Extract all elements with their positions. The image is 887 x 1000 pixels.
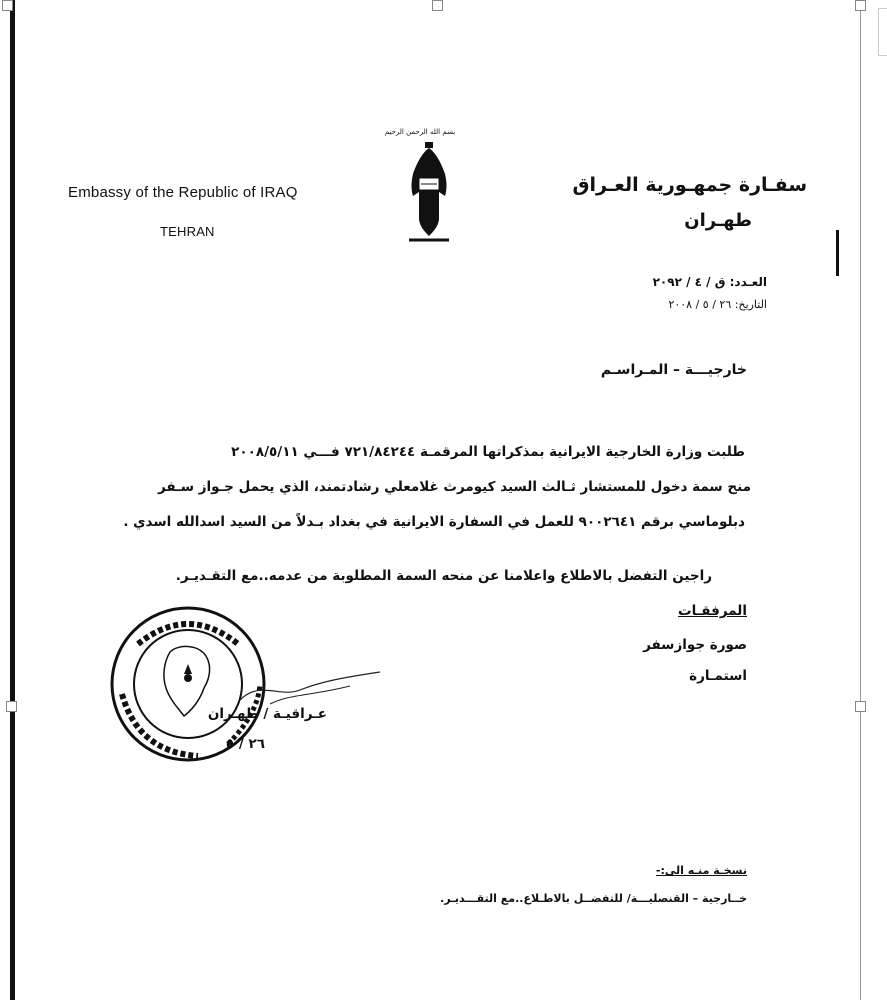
embassy-title-ar: سفـارة جمهـورية العـراق — [572, 174, 807, 196]
iraq-eagle-emblem-icon — [405, 140, 453, 242]
margin-mark — [836, 230, 839, 276]
embassy-city-ar: طهـران — [684, 210, 752, 231]
side-panel-tab[interactable] — [878, 8, 887, 56]
body-line-2: منح سمة دخول للمستشار ثـالث السيد كيومرث غلامعلي رشادتمند، الذي يحمل جـواز سـفر — [157, 479, 751, 495]
copy-to-line: خــارجية – القنصليـــة/ للتفضــل بالاطـلاع..مع التقـــديـر. — [440, 892, 747, 905]
resize-handle-top-center[interactable] — [432, 0, 443, 11]
body-line-1: طلبت وزارة الخارجية الايرانية بمذكراتها المرقمـة ٧٢١/٨٤٢٤٤ فـــي ٢٠٠٨/٥/١١ — [231, 444, 745, 460]
signature-date: ٢٦ / ٥ — [225, 736, 265, 752]
reference-number: العـدد: ق / ٤ / ٢٠٩٢ — [652, 275, 767, 289]
reference-date: التاريخ: ٢٦ / ٥ / ٢٠٠٨ — [668, 298, 767, 311]
resize-handle-middle-right[interactable] — [855, 701, 866, 712]
addressee: خارجيـــة – المـراسـم — [600, 362, 747, 378]
page-left-edge — [10, 0, 15, 1000]
resize-handle-top-right[interactable] — [855, 0, 866, 11]
embassy-city-en: TEHRAN — [160, 224, 215, 239]
resize-handle-middle-left[interactable] — [6, 701, 17, 712]
bismillah-text: بسم الله الرحمن الرحيم — [384, 128, 456, 136]
attachments-heading: المرفقـات — [678, 603, 747, 619]
closing-line: راجين التفضل بالاطلاع واعلامنا عن منحه السمة المطلوبة من عدمه..مع التقـديـر. — [175, 568, 712, 584]
embassy-title-en: Embassy of the Republic of IRAQ — [68, 184, 298, 201]
page-right-edge — [860, 0, 861, 1000]
copy-to-heading: نسخـة منـه الى:- — [655, 864, 747, 877]
attachment-item-passport: صورة جوازسفر — [643, 637, 747, 653]
body-line-3: دبلوماسي برقم ٩٠٠٢٦٤١ للعمل في السفارة الايرانية في بغداد بـدلاً من السيد اسدالله اسدي . — [123, 514, 745, 530]
attachment-item-form: استمـارة — [689, 668, 747, 684]
resize-handle-top-left[interactable] — [2, 0, 13, 11]
signature-line: عـراقيـة / طهـران — [207, 706, 327, 722]
